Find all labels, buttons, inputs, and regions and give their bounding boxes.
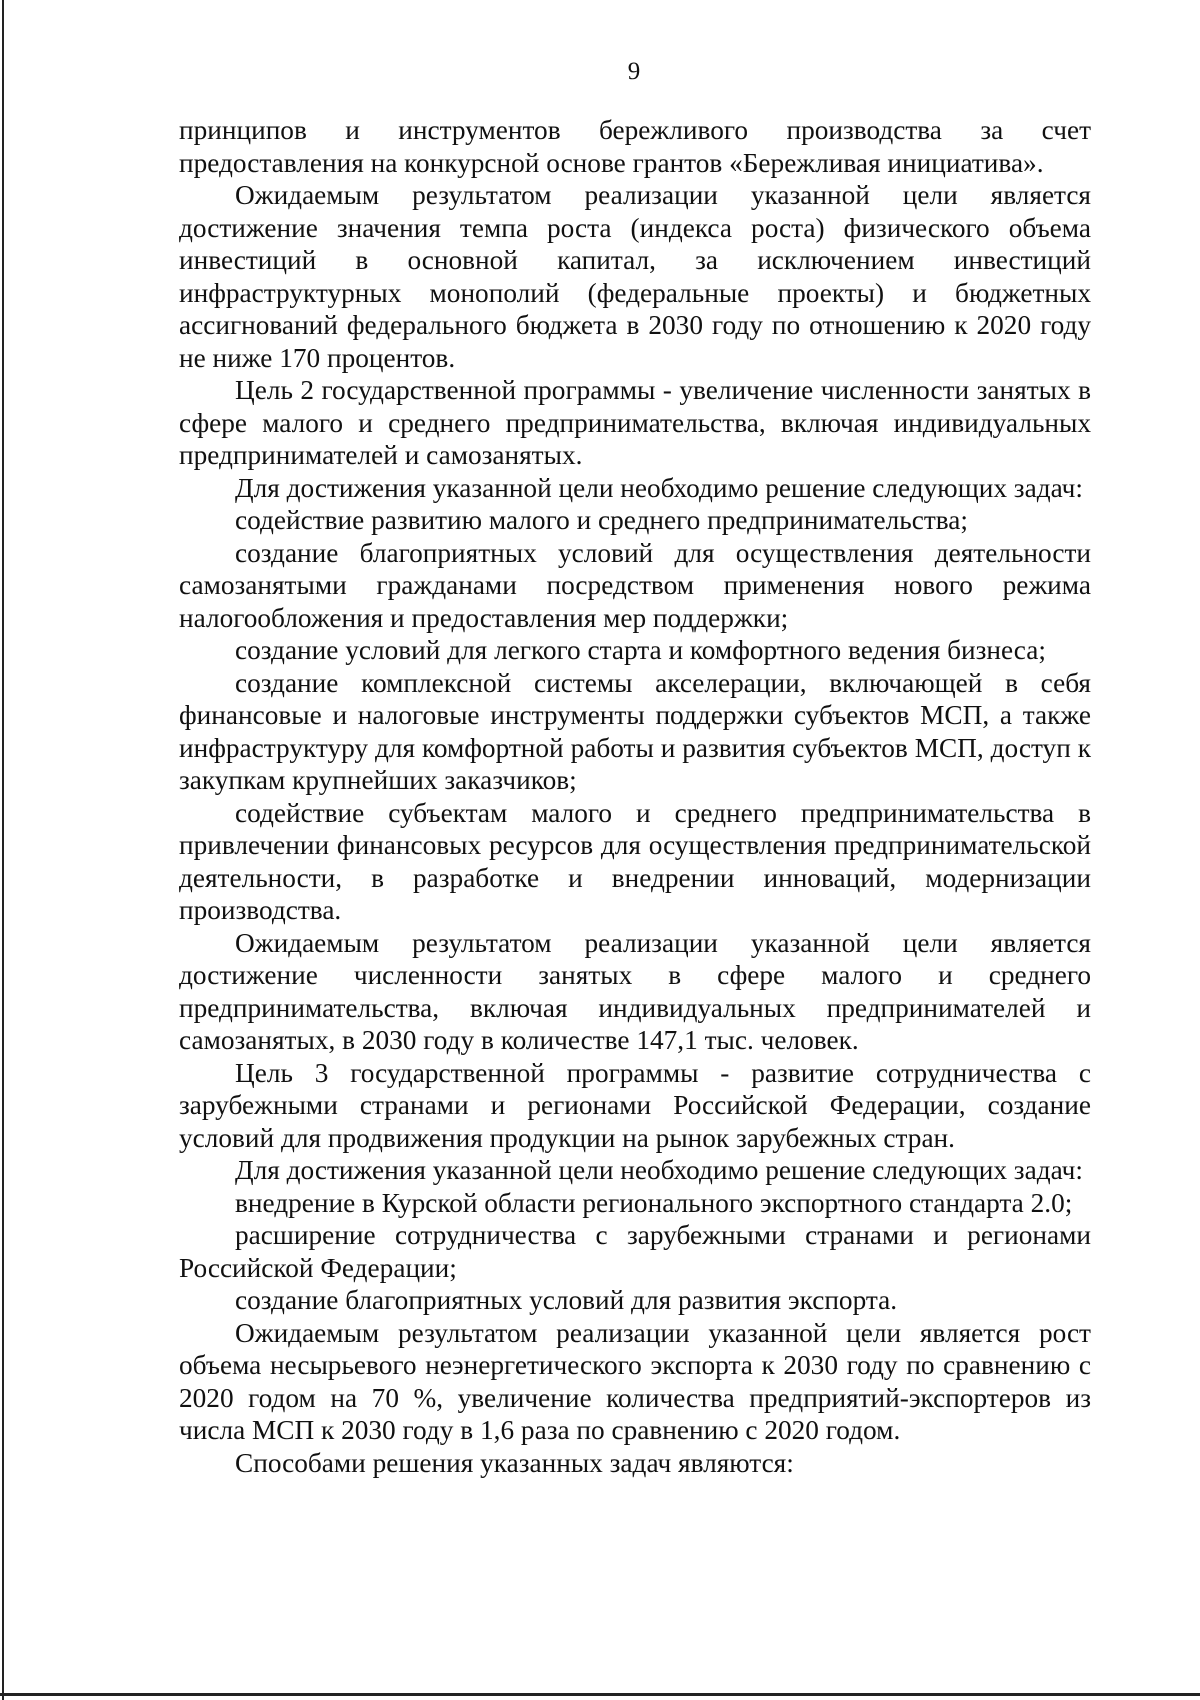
list-item: создание благоприятных условий для осуществления деятельности самозанятыми гражданами посредством применения нового режима налогообложения и предоставления мер поддержки; [179, 537, 1091, 633]
scan-left-edge [2, 0, 4, 1700]
paragraph: Цель 2 государственной программы - увеличение численности занятых в сфере малого и среднего предпринимательства, включая индивидуальных предпринимателей и самозанятых. [179, 375, 1091, 470]
list-item: создание благоприятных условий для развития экспорта. [235, 1285, 898, 1315]
paragraph: Для достижения указанной цели необходимо решение следующих задач: [235, 472, 1083, 503]
paragraph: Ожидаемым результатом реализации указанной цели является рост объема несырьевого неэнергетического экспорта к 2030 году по сравнению с 2020 годом на 70 %, увеличение количества предприятий-экспортеров из числа МСП к 2030 году в 1,6 раза по сравнению с 2020 годом. [179, 1317, 1091, 1445]
list-item: содействие субъектам малого и среднего предпринимательства в привлечении финансовых ресурсов для осуществления предпринимательской деятельности, в разработке и внедрении инноваций, модернизации производства. [179, 797, 1091, 925]
paragraph: Ожидаемым результатом реализации указанной цели является достижение значения темпа роста (индекса роста) физического объема инвестиций в основной капитал, за исключением инвестиций инфраструктурных монополий (федеральные проекты) и бюджетных ассигнований федерального бюджета в 2030 году по отношению к 2020 году не ниже 170 процентов. [179, 180, 1091, 373]
paragraph: принципов и инструментов бережливого производства за счет предоставления на конкурсной основе грантов «Бережливая инициатива». [179, 115, 1091, 178]
paragraph: Для достижения указанной цели необходимо решение следующих задач: [235, 1155, 1083, 1185]
scan-bottom-edge [0, 1693, 1200, 1696]
paragraph: Способами решения указанных задач являются: [235, 1447, 794, 1478]
list-item: внедрение в Курской области регионального экспортного стандарта 2.0; [235, 1187, 1073, 1218]
list-item: содействие развитию малого и среднего предпринимательства; [235, 505, 968, 535]
list-item: расширение сотрудничества с зарубежными странами и регионами Российской Федерации; [179, 1220, 1091, 1283]
list-item: создание условий для легкого старта и комфортного ведения бизнеса; [235, 635, 1046, 665]
list-item: создание комплексной системы акселерации, включающей в себя финансовые и налоговые инструменты поддержки субъектов МСП, а также инфраструктуру для комфортной работы и развития субъектов МСП, доступ к закупкам крупнейших заказчиков; [179, 667, 1091, 795]
page-number: 9 [627, 58, 641, 85]
body-text [179, 114, 1091, 1479]
paragraph: Цель 3 государственной программы - развитие сотрудничества с зарубежными странами и регионами Российской Федерации, создание условий для продвижения продукции на рынок зарубежных стран. [179, 1057, 1091, 1153]
paragraph: Ожидаемым результатом реализации указанной цели является достижение численности занятых в сфере малого и среднего предпринимательства, включая индивидуальных предпринимателей и самозанятых, в 2030 году в количестве 147,1 тыс. человек. [179, 927, 1091, 1055]
